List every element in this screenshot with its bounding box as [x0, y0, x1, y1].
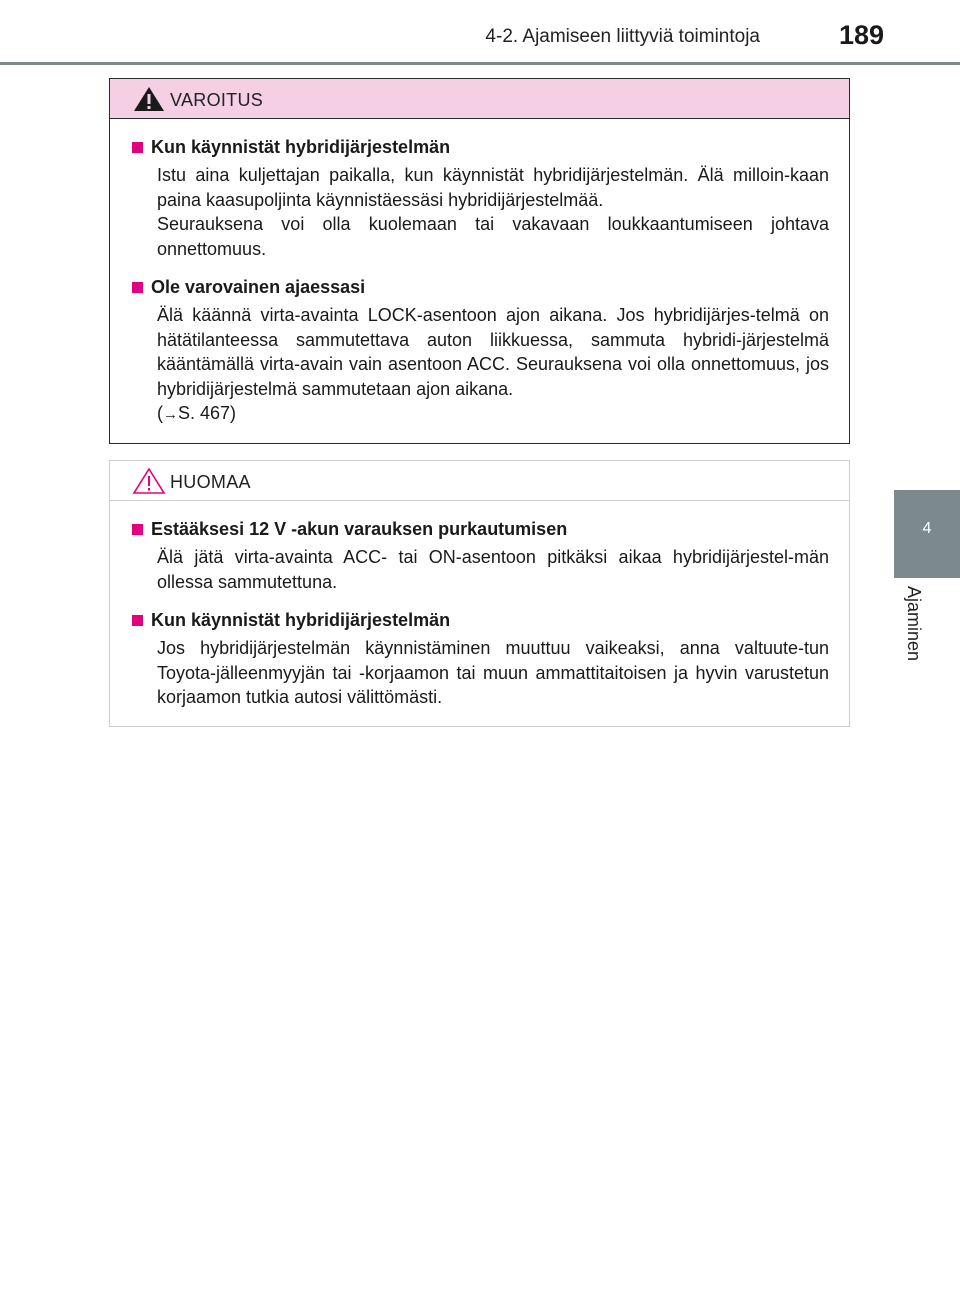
notice-box-body — [110, 501, 849, 710]
bullet-square-icon — [132, 524, 143, 535]
chapter-side-tab[interactable] — [894, 490, 960, 578]
header-rule — [0, 62, 960, 65]
notice-item-text: Jos hybridijärjestelmän käynnistäminen muuttuu vaikeaksi, anna valtuute-tun Toyota-jälleenmyyjän tai -korjaamon tai muun ammattitaitoisen ja hyvin varustetun korjaamon tutkia autosi välittömästi. — [157, 638, 829, 707]
warning-item-title: Kun käynnistät hybridijärjestelmän — [132, 135, 829, 159]
caution-triangle-outline-icon — [132, 467, 166, 495]
warning-item-text: Älä käännä virta-avainta LOCK-asentoon ajon aikana. Jos hybridijärjes-telmä on hätätilanteessa sammutettava auton liikkuessa, sammuta hybridi-järjestelmä kääntämällä virta-avain vain asentoon ACC. Seurauksena voi olla onnettomuus, jos hybridijärjestelmä sammutetaan ajon aikana. (→S. 467) — [157, 303, 829, 428]
bullet-square-icon — [132, 142, 143, 153]
notice-item-text: Älä jätä virta-avainta ACC- tai ON-asentoon pitkäksi aikaa hybridijärjestel-män ollessa sammutettuna. — [157, 547, 829, 592]
notice-item — [132, 517, 829, 594]
warning-item — [132, 135, 829, 261]
warning-item-title: Ole varovainen ajaessasi — [132, 275, 829, 299]
page-number: 189 — [838, 20, 884, 50]
notice-box-header — [110, 461, 849, 501]
notice-label: HUOMAA — [170, 472, 251, 492]
notice-item — [132, 608, 829, 710]
chapter-label: Ajaminen — [904, 586, 924, 662]
warning-box — [109, 78, 850, 444]
warning-item-text: Istu aina kuljettajan paikalla, kun käynnistät hybridijärjestelmän. Älä milloin-kaan paina kaasupoljinta käynnistäessäsi hybridijärjestelmää. Seurauksena voi olla kuolemaan tai vakavaan loukkaantumiseen johtava onnettomuus. — [157, 165, 829, 259]
bullet-square-icon — [132, 282, 143, 293]
notice-item-title: Estääksesi 12 V -akun varauksen purkautumisen — [132, 517, 829, 541]
notice-box — [109, 460, 850, 727]
warning-triangle-filled-icon — [132, 85, 166, 113]
warning-label: VAROITUS — [170, 90, 264, 110]
bullet-square-icon — [132, 615, 143, 626]
warning-item — [132, 275, 829, 428]
notice-item-title: Kun käynnistät hybridijärjestelmän — [132, 608, 829, 632]
page-reference-link[interactable]: (→S. 467) — [157, 403, 237, 423]
header-section-title: 4-2. Ajamiseen liittyviä toimintoja — [485, 26, 760, 47]
warning-box-header — [110, 79, 849, 119]
chapter-number: 4 — [922, 520, 932, 537]
warning-box-body — [110, 119, 849, 428]
arrow-right-icon: → — [163, 406, 178, 423]
